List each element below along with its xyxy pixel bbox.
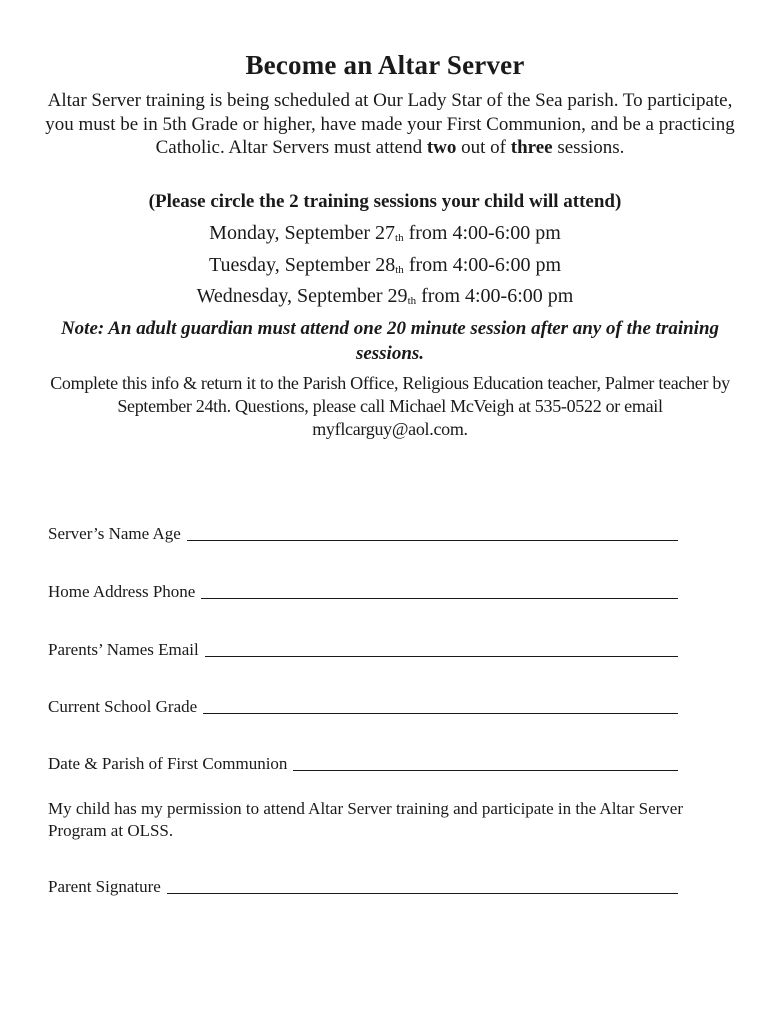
intro-bold-two: two bbox=[426, 137, 457, 158]
intro-text: Altar Server training is being scheduled at Our Lady Star of the Sea parish. To participate, you must be in 5th Grade or higher, have made your First Communion, and be a practicing Catholic. Altar Servers must attend bbox=[45, 90, 735, 158]
field-label: Date & Parish of First Communion bbox=[48, 754, 288, 773]
intro-paragraph bbox=[45, 89, 735, 160]
server-name-age-field[interactable] bbox=[48, 524, 678, 544]
session-date: Monday, September 27 bbox=[209, 222, 396, 244]
session-ordinal: th bbox=[407, 295, 417, 307]
page-title: Become an Altar Server bbox=[245, 50, 525, 80]
fill-line[interactable] bbox=[201, 582, 678, 599]
field-label: Parent Signature bbox=[48, 877, 161, 896]
session-wednesday[interactable] bbox=[0, 285, 770, 308]
session-time: from 4:00-6:00 pm bbox=[403, 254, 562, 276]
session-monday[interactable] bbox=[0, 222, 770, 245]
intro-end: sessions. bbox=[552, 137, 625, 158]
session-time: from 4:00-6:00 pm bbox=[403, 222, 561, 244]
fill-line[interactable] bbox=[203, 697, 678, 714]
fill-line[interactable] bbox=[167, 877, 678, 894]
current-school-grade-field[interactable] bbox=[48, 697, 678, 717]
session-tuesday[interactable] bbox=[0, 254, 770, 277]
first-communion-field[interactable] bbox=[48, 754, 678, 774]
guardian-note: Note: An adult guardian must attend one 20 minute session after any of the training sessions. bbox=[60, 318, 720, 364]
home-address-phone-field[interactable] bbox=[48, 582, 678, 602]
return-instructions: Complete this info & return it to the Parish Office, Religious Education teacher, Palmer teacher by September 24th. Questions, please call Michael McVeigh at 535-0522 or email myflcarguy@aol.com. bbox=[50, 373, 730, 439]
field-label: Parents’ Names Email bbox=[48, 640, 199, 659]
session-date: Wednesday, September 29 bbox=[196, 285, 408, 307]
field-label: Current School Grade bbox=[48, 697, 198, 716]
intro-bold-three: three bbox=[510, 137, 553, 158]
parent-signature-field[interactable] bbox=[48, 877, 678, 897]
field-label: Home Address Phone bbox=[48, 582, 196, 601]
session-time: from 4:00-6:00 pm bbox=[416, 285, 574, 307]
circle-instruction: (Please circle the 2 training sessions your child will attend) bbox=[148, 191, 622, 212]
intro-mid: out of bbox=[456, 137, 511, 158]
fill-line[interactable] bbox=[205, 640, 678, 657]
field-label: Server’s Name Age bbox=[48, 524, 181, 543]
session-ordinal: th bbox=[395, 264, 404, 276]
session-date: Tuesday, September 28 bbox=[208, 254, 396, 276]
fill-line[interactable] bbox=[187, 524, 678, 541]
session-ordinal: th bbox=[395, 232, 404, 244]
fill-line[interactable] bbox=[293, 754, 678, 771]
permission-statement: My child has my permission to attend Altar Server training and participate in the Altar Server Program at OLSS. bbox=[48, 799, 683, 840]
parents-names-email-field[interactable] bbox=[48, 640, 678, 660]
